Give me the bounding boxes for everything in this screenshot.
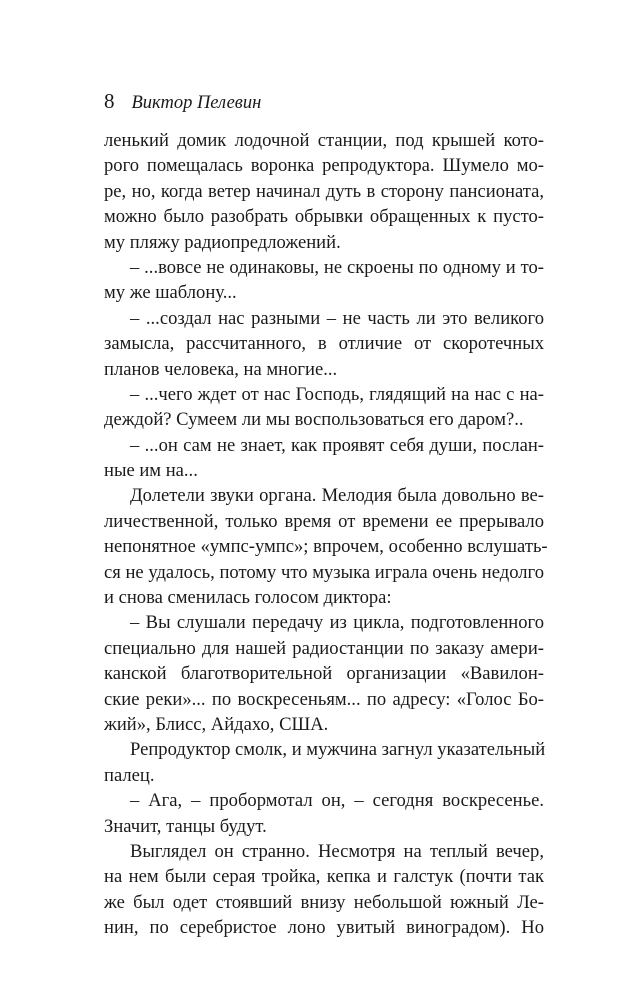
text-line: – ...он сам не знает, как проявят себя души, послан-	[130, 434, 544, 456]
body-text	[104, 128, 548, 941]
text-line: деждой? Сумеем ли мы воспользоваться его даром?..	[104, 409, 524, 431]
text-line: – Ага, – пробормотал он, – сегодня воскресенье.	[130, 790, 544, 812]
text-line: Выглядел он странно. Несмотря на теплый вечер,	[130, 840, 544, 862]
text-line: палец.	[104, 764, 155, 786]
page-number: 8	[104, 89, 115, 113]
text-line: – Вы слушали передачу из цикла, подготовленного	[130, 612, 544, 634]
text-line: же был одет стоявший внизу небольшой южный Ле-	[104, 891, 544, 913]
text-line: рого помещалась воронка репродуктора. Шумело мо-	[104, 155, 544, 177]
text-line: ся не удалось, потому что музыка играла очень недолго	[104, 561, 544, 583]
running-head	[104, 88, 261, 116]
text-line: и снова сменилась голосом диктора:	[104, 587, 392, 609]
text-line: ные им на...	[104, 460, 198, 482]
text-line: ские реки»... по воскресеньям... по адресу: «Голос Бо-	[104, 688, 544, 710]
text-line: ленький домик лодочной станции, под крышей кото-	[104, 130, 544, 151]
text-line: непонятное «умпс-умпс»; впрочем, особенно вслушать-	[104, 536, 548, 558]
text-line: замысла, рассчитанного, в отличие от скоротечных	[104, 333, 544, 355]
text-line: Долетели звуки органа. Мелодия была довольно ве-	[130, 485, 544, 507]
text-line: му же шаблону...	[104, 282, 237, 304]
text-line: можно было разобрать обрывки обращенных к пусто-	[104, 206, 544, 228]
text-line: жий», Блисс, Айдахо, США.	[104, 713, 329, 735]
text-line: ре, но, когда ветер начинал дуть в сторону пансионата,	[104, 180, 544, 202]
author-name: Виктор Пелевин	[131, 93, 262, 113]
text-line: – ...чего ждет от нас Господь, глядящий на нас с на-	[130, 383, 544, 405]
text-line: – ...создал нас разными – не часть ли это великого	[130, 307, 544, 329]
text-line: – ...вовсе не одинаковы, не скроены по одному и то-	[130, 256, 544, 278]
text-line: на нем были серая тройка, кепка и галстук (почти так	[104, 866, 544, 888]
text-line: му пляжу радиопредложений.	[104, 231, 341, 253]
text-line: личественной, только время от времени ее прерывало	[104, 510, 544, 532]
text-line: канской благотворительной организации «Вавилон-	[104, 663, 544, 685]
text-line: специально для нашей радиостанции по заказу амери-	[104, 637, 544, 659]
text-line: планов человека, на многие...	[104, 358, 338, 380]
text-line: Значит, танцы будут.	[104, 815, 267, 837]
text-line: нин, по серебристое лоно увитый виноградом). Но	[104, 917, 544, 939]
text-line: Репродуктор смолк, и мужчина загнул указательный	[130, 739, 546, 761]
